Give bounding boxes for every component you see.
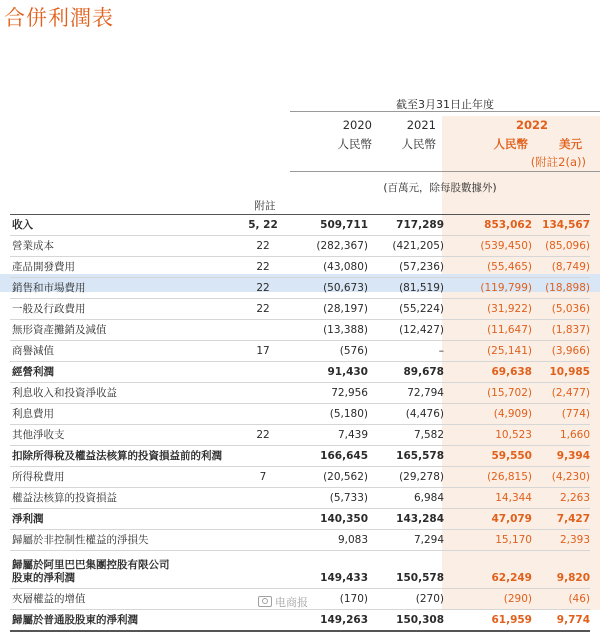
watermark	[258, 594, 308, 610]
table-row	[10, 299, 590, 320]
row-label: 權益法核算的投資損益	[10, 488, 236, 509]
currency-2021: 人民幣	[401, 137, 436, 151]
value-2022: 61,959	[444, 610, 532, 632]
value-2022: (290)	[444, 589, 532, 610]
row-label: 扣除所得稅及權益法核算的投資損益前的利潤	[10, 446, 236, 467]
row-label: 利息費用	[10, 404, 236, 425]
value-usd: (46)	[532, 589, 590, 610]
note-header: 附註	[254, 200, 276, 212]
value-usd: (1,837)	[532, 320, 590, 341]
income-statement-table	[10, 214, 590, 632]
value-2020: (282,367)	[290, 236, 368, 257]
value-2020: 509,711	[290, 215, 368, 236]
value-2022: (55,465)	[444, 257, 532, 278]
value-2021: (29,278)	[368, 467, 444, 488]
value-2021: –	[368, 341, 444, 362]
value-usd: 2,263	[532, 488, 590, 509]
page-title: 合併利潤表	[4, 6, 114, 30]
value-usd: (85,096)	[532, 236, 590, 257]
value-usd: 1,660	[532, 425, 590, 446]
currency-2020: 人民幣	[337, 137, 372, 151]
value-usd: 7,427	[532, 509, 590, 530]
value-2021: 150,578	[368, 551, 444, 589]
row-note	[236, 551, 290, 589]
row-label: 經營利潤	[10, 362, 236, 383]
value-2022: 69,638	[444, 362, 532, 383]
header-divider	[290, 111, 600, 112]
row-label: 所得稅費用	[10, 467, 236, 488]
table-row	[10, 341, 590, 362]
year-2021: 2021	[406, 118, 436, 132]
row-note	[236, 362, 290, 383]
row-note	[236, 530, 290, 551]
row-label: 歸屬於阿里巴巴集團控股有限公司 股東的淨利潤	[10, 551, 236, 589]
row-label: 其他淨收支	[10, 425, 236, 446]
value-2021: (421,205)	[368, 236, 444, 257]
row-note	[236, 383, 290, 404]
unit-note: (百萬元，除每股數據外)	[383, 182, 497, 194]
table-row	[10, 530, 590, 551]
currency-2022: 人民幣	[493, 137, 528, 151]
table-row	[10, 488, 590, 509]
table-row	[10, 610, 590, 632]
row-note	[236, 488, 290, 509]
value-2021: (57,236)	[368, 257, 444, 278]
table-row	[10, 257, 590, 278]
value-2020: (20,562)	[290, 467, 368, 488]
value-2022: 10,523	[444, 425, 532, 446]
value-2022: (26,815)	[444, 467, 532, 488]
value-2020: 140,350	[290, 509, 368, 530]
value-2021: (55,224)	[368, 299, 444, 320]
table-row	[10, 425, 590, 446]
row-label: 營業成本	[10, 236, 236, 257]
value-usd: (774)	[532, 404, 590, 425]
table-row	[10, 278, 590, 299]
value-2022: (31,922)	[444, 299, 532, 320]
usd-note: (附註2(a))	[530, 155, 586, 169]
period-header: 截至3月31日止年度	[396, 98, 494, 111]
row-label: 歸屬於非控制性權益的淨損失	[10, 530, 236, 551]
value-usd: (5,036)	[532, 299, 590, 320]
value-2022: (119,799)	[444, 278, 532, 299]
row-note: 22	[236, 257, 290, 278]
value-usd: 10,985	[532, 362, 590, 383]
table-row	[10, 467, 590, 488]
table-row	[10, 362, 590, 383]
currency-usd: 美元	[559, 137, 582, 151]
row-note: 7	[236, 467, 290, 488]
row-label: 無形資產攤銷及減值	[10, 320, 236, 341]
value-usd: (2,477)	[532, 383, 590, 404]
row-note	[236, 509, 290, 530]
value-usd: 9,774	[532, 610, 590, 632]
value-usd: (18,898)	[532, 278, 590, 299]
watermark-text: 电商报	[275, 596, 308, 609]
row-note: 22	[236, 425, 290, 446]
value-usd: 9,394	[532, 446, 590, 467]
value-2020: (13,388)	[290, 320, 368, 341]
value-2022: (25,141)	[444, 341, 532, 362]
value-2020: (28,197)	[290, 299, 368, 320]
value-usd: (8,749)	[532, 257, 590, 278]
value-2021: (81,519)	[368, 278, 444, 299]
value-2020: 91,430	[290, 362, 368, 383]
row-label: 銷售和市場費用	[10, 278, 236, 299]
camera-icon	[258, 596, 272, 607]
value-2022: 853,062	[444, 215, 532, 236]
value-2021: 150,308	[368, 610, 444, 632]
row-note: 22	[236, 236, 290, 257]
row-note	[236, 320, 290, 341]
value-2022: (4,909)	[444, 404, 532, 425]
unit-divider	[290, 171, 600, 172]
value-2021: 7,294	[368, 530, 444, 551]
value-2020: 72,956	[290, 383, 368, 404]
row-label: 利息收入和投資淨收益	[10, 383, 236, 404]
value-usd: 9,820	[532, 551, 590, 589]
row-note	[236, 404, 290, 425]
value-2020: (170)	[290, 589, 368, 610]
value-2021: (12,427)	[368, 320, 444, 341]
value-2020: (43,080)	[290, 257, 368, 278]
table-row	[10, 236, 590, 257]
table-row	[10, 383, 590, 404]
value-2022: (539,450)	[444, 236, 532, 257]
value-2021: 89,678	[368, 362, 444, 383]
value-2021: (270)	[368, 589, 444, 610]
value-2020: 7,439	[290, 425, 368, 446]
year-2020: 2020	[342, 118, 372, 132]
value-2020: 149,263	[290, 610, 368, 632]
value-usd: 134,567	[532, 215, 590, 236]
row-label: 夾層權益的增值	[10, 589, 236, 610]
value-2020: (50,673)	[290, 278, 368, 299]
value-2022: (11,647)	[444, 320, 532, 341]
value-2021: (4,476)	[368, 404, 444, 425]
value-2020: (5,180)	[290, 404, 368, 425]
value-usd: (3,966)	[532, 341, 590, 362]
value-2020: (5,733)	[290, 488, 368, 509]
row-label: 一般及行政費用	[10, 299, 236, 320]
value-2020: 149,433	[290, 551, 368, 589]
value-2022: 15,170	[444, 530, 532, 551]
value-2022: 62,249	[444, 551, 532, 589]
row-note: 22	[236, 299, 290, 320]
table-row	[10, 215, 590, 236]
row-note: 5, 22	[236, 215, 290, 236]
value-2021: 717,289	[368, 215, 444, 236]
value-usd: (4,230)	[532, 467, 590, 488]
row-label: 歸屬於普通股股東的淨利潤	[10, 610, 236, 632]
value-2021: 143,284	[368, 509, 444, 530]
value-2022: (15,702)	[444, 383, 532, 404]
value-2021: 165,578	[368, 446, 444, 467]
table-row	[10, 551, 590, 589]
value-2022: 59,550	[444, 446, 532, 467]
value-2020: (576)	[290, 341, 368, 362]
value-2022: 14,344	[444, 488, 532, 509]
table-row	[10, 404, 590, 425]
table-row	[10, 320, 590, 341]
row-label: 商譽減值	[10, 341, 236, 362]
row-note	[236, 610, 290, 632]
value-2020: 166,645	[290, 446, 368, 467]
row-note: 17	[236, 341, 290, 362]
value-usd: 2,393	[532, 530, 590, 551]
value-2021: 72,794	[368, 383, 444, 404]
row-label: 收入	[10, 215, 236, 236]
year-2022: 2022	[515, 118, 548, 132]
table-row	[10, 509, 590, 530]
value-2022: 47,079	[444, 509, 532, 530]
value-2021: 6,984	[368, 488, 444, 509]
value-2021: 7,582	[368, 425, 444, 446]
row-note: 22	[236, 278, 290, 299]
row-label: 淨利潤	[10, 509, 236, 530]
table-row	[10, 446, 590, 467]
value-2020: 9,083	[290, 530, 368, 551]
row-note	[236, 446, 290, 467]
row-label: 產品開發費用	[10, 257, 236, 278]
